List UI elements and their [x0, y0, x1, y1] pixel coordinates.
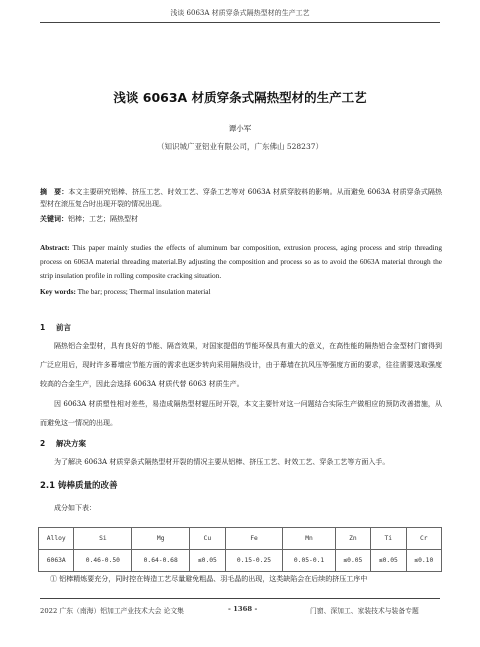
table-header-row [39, 528, 442, 550]
author-affiliation: （知识城广亚铝业有限公司，广东佛山 528237） [156, 142, 323, 151]
header-rule [40, 22, 440, 23]
abstract-en [40, 241, 442, 282]
abstract-cn-label: 摘 要： [40, 187, 69, 196]
paragraph-intro-1: 隔热铝合金型材，具有良好的节能、隔音效果，对国家提倡的节能环保具有重大的意义，在高性能的隔热铝合金型材门窗得到广泛应用后，现时许多幕墙应节能方面的需求也逐步转向采用隔热设计，由于幕墙在抗风压等强度方面的要求，往往需要选取强度较高的合金生产，因此会选择 6063A 材质代替 6063 材质生产。 [40, 342, 442, 388]
author-name: 谭小军 [228, 124, 252, 133]
table-cell: ≤0.05 [335, 550, 370, 572]
table-cell: ≤0.05 [190, 550, 225, 572]
keywords-cn-label: 关键词： [40, 214, 68, 223]
table-header-cell: Si [74, 528, 132, 550]
table-cell: 0.64-0.68 [132, 550, 190, 572]
abstract-cn [40, 186, 442, 210]
table-header-cell: Fe [225, 528, 283, 550]
table-cell: ≤0.05 [371, 550, 406, 572]
keywords-en-text: The bar; process; Thermal insulation material [77, 287, 211, 296]
table-cell: 0.15-0.25 [225, 550, 283, 572]
table-header-cell: Mn [283, 528, 335, 550]
keywords-cn-text: 铝棒；工艺；隔热型材 [68, 215, 138, 223]
abstract-en-text: This paper mainly studies the effects of aluminum bar composition, extrusion process, aging process and strip threading process on 6063A material threading material.By adjusting the composition and process so as to avoid the 6063A material through the strip insulation profile in rolling composite cracking situation. [40, 243, 442, 280]
footer-rule [40, 598, 440, 599]
section-2-title: 解决方案 [56, 439, 86, 448]
table-cell: ≤0.10 [406, 550, 441, 572]
section-2-1-heading: 2.1 铸棒质量的改善 [40, 481, 118, 491]
abstract-cn-text: 本文主要研究铝棒、挤压工艺、时效工艺、穿条工艺等对 6063A 材质穿胶料的影响。从而避免 6063A 材质穿条式隔热型材在滚压复合时出现开裂的情况出现。 [40, 188, 443, 208]
table-cell: 0.05-0.1 [283, 550, 335, 572]
table-header-cell: Cu [190, 528, 225, 550]
composition-table [38, 527, 442, 572]
paper-title: 浅谈 6063A 材质穿条式隔热型材的生产工艺 [113, 90, 367, 105]
paragraph-intro-2: 因 6063A 材质塑性相对差些，易造成隔热型材辊压时开裂，本文主要针对这一问题结合实际生产做相应的预防改善措施，从而避免这一情况的出现。 [40, 400, 442, 427]
section-2-heading [40, 438, 86, 449]
table-cell: 0.46-0.50 [74, 550, 132, 572]
section-1-heading [40, 322, 71, 333]
running-header: 浅谈 6063A 材质穿条式隔热型材的生产工艺 [170, 9, 310, 17]
keywords-en-label: Key words: [40, 287, 76, 296]
table-header-cell: Ti [371, 528, 406, 550]
section-1-title: 前言 [56, 323, 71, 332]
table-header-cell: Mg [132, 528, 190, 550]
keywords-en [40, 285, 442, 299]
footer-proceedings: 2022 广东（南海）铝加工产业技术大会 论文集 [40, 607, 184, 615]
paragraph-composition-intro: 成分如下表： [54, 504, 96, 512]
section-1-number: 1 [40, 323, 46, 332]
abstract-en-label: Abstract: [40, 243, 70, 252]
page-number: - 1368 - [228, 605, 258, 613]
table-header-cell: Alloy [39, 528, 74, 550]
keywords-cn [40, 213, 442, 226]
footer-topic: 门窗、深加工、家装技术与装备专题 [310, 607, 419, 615]
paragraph-ingot-refining: ① 铝棒精炼要充分，同时控在铸造工艺尽量避免粗晶、羽毛晶的出现，这类缺陷会在后续的挤压工序中 [50, 575, 368, 583]
table-header-cell: Zn [335, 528, 370, 550]
table-header-cell: Cr [406, 528, 441, 550]
table-row [39, 550, 442, 572]
paragraph-solution: 为了解决 6063A 材质穿条式隔热型材开裂的情况主要从铝棒、挤压工艺、时效工艺、穿条工艺等方面入手。 [54, 458, 390, 466]
table-cell: 6063A [39, 550, 74, 572]
section-2-number: 2 [40, 439, 46, 448]
